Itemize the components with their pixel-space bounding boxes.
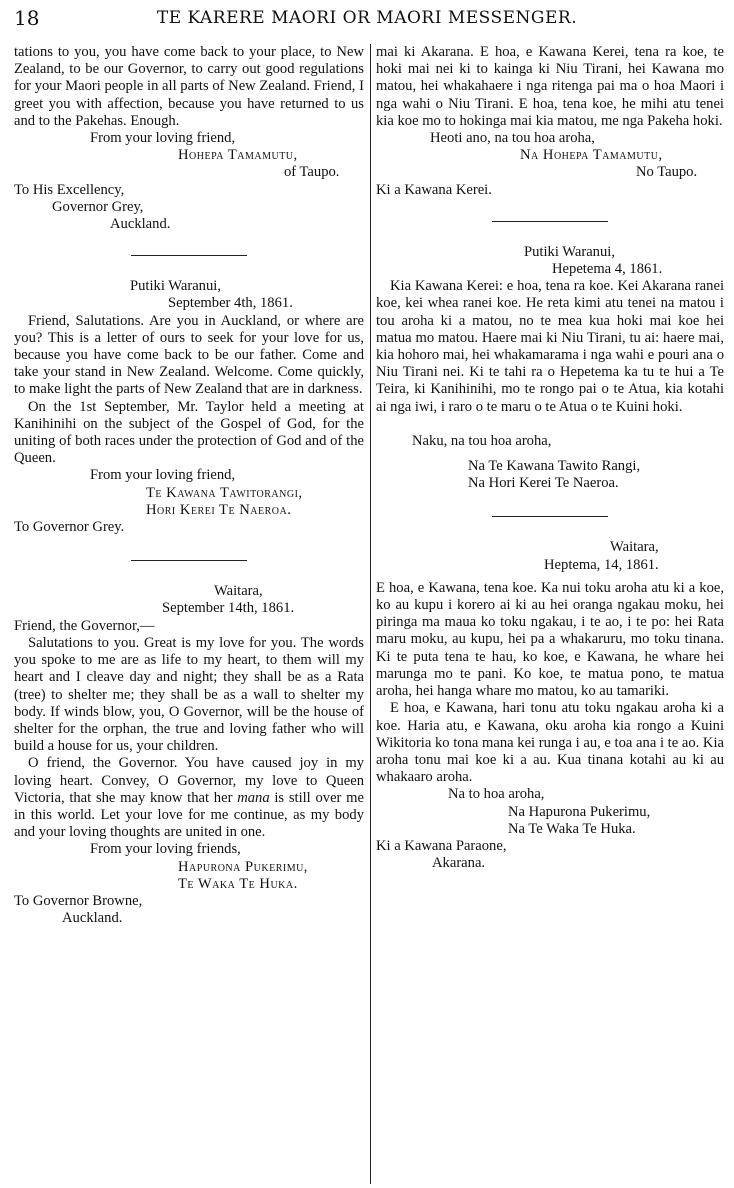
letter-place: Putiki Waranui, (130, 278, 221, 295)
letter-signer: Na Hohepa Tamamutu, (520, 147, 663, 164)
letter-body-text: is still over me in this world. Let your love for me continue, as my body and your loving thoughts are united in one. (14, 789, 364, 841)
letter-waitara-maori (376, 539, 724, 872)
letter-signer: Na Hapurona Pukerimu, (508, 803, 651, 820)
letter-date: September 4th, 1861. (168, 295, 293, 312)
letter-signer: Na Te Waka Te Huka. (508, 820, 636, 837)
letter-body: Friend, Salutations. Are you in Auckland, or where are you? This is a letter of ours to seek for your love for us, because you have come back to be our father. Come and take your stand in New Zealand. Welcome. Come quickly, to make light the parts of New Zealand that are in darkness. (14, 312, 364, 398)
letter-address: To His Excellency, (14, 181, 125, 198)
letter-hohepa-maori (376, 44, 724, 199)
letter-signer-place: No Taupo. (636, 164, 698, 181)
letter-body: Salutations to you. Great is my love for you. The words you spoke to me are as life to my heart, to them will my heart and I cleave day and night; they shall be as a Rata (tree) to shelter me; they shall be as a wall to shelter my body. If winds blow, you, O Governor, will be the house of shelter for the orphan, the true and loving father who will build a house for us, your children. (14, 634, 364, 755)
letter-address: Ki a Kawana Kerei. (376, 181, 492, 198)
letter-closing: From your loving friends, (90, 841, 241, 858)
letter-hohepa-english (14, 44, 364, 233)
letter-body: E hoa, e Kawana, hari tonu atu toku ngakau aroha ki a koe. Haria atu, e Kawana, oku aroha kia rongo a Kuini Wikitoria ko tona mana kei runga i au, e toa ana i te ao. Kia aroha tonu mai koe ki a au. Kua tinana kotahi au ki au whakaaro aroha. (376, 700, 724, 786)
letter-address: Auckland. (62, 910, 123, 927)
letter-body: E hoa, e Kawana, tena koe. Ka nui toku aroha atu ki a koe, ko au kupu i korero ai ki au hei oranga ngakau moku, hei piringa ma maua ko toku ngakau, i te ao, i te po: hei Rata maru moku, au kupu, hei pa a whakaruru, mo toku tinana. Ki te puta tena te hau, ko koe, e Kawana, he whare hei marunga mo te pani. Ko koe, te matua pono, te matua aroha, hei hanga whare mo matou, ko au tamariki. (376, 579, 724, 700)
letter-signer: Te Waka Te Huka. (178, 875, 298, 892)
letter-closing: Naku, na tou hoa aroha, (412, 432, 552, 449)
letter-date: September 14th, 1861. (162, 600, 295, 617)
letter-place: Putiki Waranui, (524, 243, 615, 260)
letter-signer: Hapurona Pukerimu, (178, 858, 308, 875)
letter-address: Ki a Kawana Paraone, (376, 837, 507, 854)
letter-salutation: Friend, the Governor,— (14, 617, 155, 634)
letter-signer: Hori Kerei Te Naeroa. (146, 501, 292, 518)
letter-place: Waitara, (610, 539, 659, 556)
english-column (14, 44, 364, 1184)
column-divider (370, 44, 371, 1184)
letter-address: To Governor Grey. (14, 519, 125, 536)
letter-signer: Na Hori Kerei Te Naeroa. (468, 475, 619, 492)
letter-address: Auckland. (110, 216, 171, 233)
letter-body: mai ki Akarana. E hoa, e Kawana Kerei, tena ra koe, te hoki mai nei ki to kainga ki Niu Tirani, hei Kawana mo matou, hei whakahaere i nga ritenga pai ma o hoa Maori i nga wahi o Niu Tirani. E hoa, tena koe, he mihi atu tenei kia koe mo to hokinga mai kia matou, me nga Pakeha hoki. (376, 44, 724, 129)
maori-column (376, 44, 724, 1184)
letter-date: Heptema, 14, 1861. (544, 556, 659, 573)
letter-body: tations to you, you have come back to your place, to New Zealand, to be our Governor, to carry out good regulations for your Maori people in all parts of New Zealand. Friend, I greet you with affection, because you have returned to us and to the Pakehas. Enough. (14, 44, 364, 129)
letter-closing: From your loving friend, (90, 130, 236, 147)
letter-body: Kia Kawana Kerei: e hoa, tena ra koe. Kei Akarana ranei koe, kei whea ranei koe. He reta kimi atu tenei na matou i tou aroha ki a matou, no te mea kua hoki mai koe hei matua mo matou. Haere mai ki Niu Tirani, tu ai: haere mai, kia hohoro mai, hei whakamarama i nga wahi e pouri ana o Niu Tirani nei. Ki te tahi ra o Hepetema ka tu te hui a Te Teira, ki Kanihinihi, mo te rongo pai o te Atua, kia kotahi ai nga iwi, i raro o te maru o te Atua o te Kuini hoki. (376, 278, 724, 415)
letter-closing: Na to hoa aroha, (448, 786, 545, 803)
page-header (0, 4, 734, 30)
letter-body-text: O friend, the Governor. You have caused joy in my loving heart. Convey, O Governor, my love to Queen Victoria, that she may know that her (14, 755, 364, 806)
letter-place: Waitara, (214, 583, 263, 600)
letter-address: Akarana. (432, 855, 486, 872)
letter-closing: Heoti ano, na tou hoa aroha, (430, 130, 595, 147)
running-title: TE KARERE MAORI OR MAORI MESSENGER. (156, 8, 578, 28)
letter-waitara-english (14, 583, 364, 927)
letter-address: Governor Grey, (52, 198, 144, 215)
letter-signer: Te Kawana Tawitorangi, (146, 484, 303, 501)
letter-body (14, 755, 364, 841)
letter-putiki-maori (376, 244, 724, 493)
letter-signer-place: of Taupo. (284, 164, 340, 181)
page-number: 18 (14, 6, 40, 30)
letter-body: On the 1st September, Mr. Taylor held a meeting at Kanihinihi on the subject of the Gospel of God, for the uniting of both races under the protection of God and of the Queen. (14, 398, 364, 467)
letter-signer: Na Te Kawana Tawito Rangi, (468, 458, 641, 475)
letter-closing: From your loving friend, (90, 467, 236, 484)
letter-putiki-english (14, 278, 364, 536)
letter-signer: Hohepa Tamamutu, (178, 147, 298, 164)
letter-date: Hepetema 4, 1861. (552, 261, 663, 278)
letter-body-emphasis: mana (237, 789, 270, 806)
letter-address: To Governor Browne, (14, 892, 143, 909)
